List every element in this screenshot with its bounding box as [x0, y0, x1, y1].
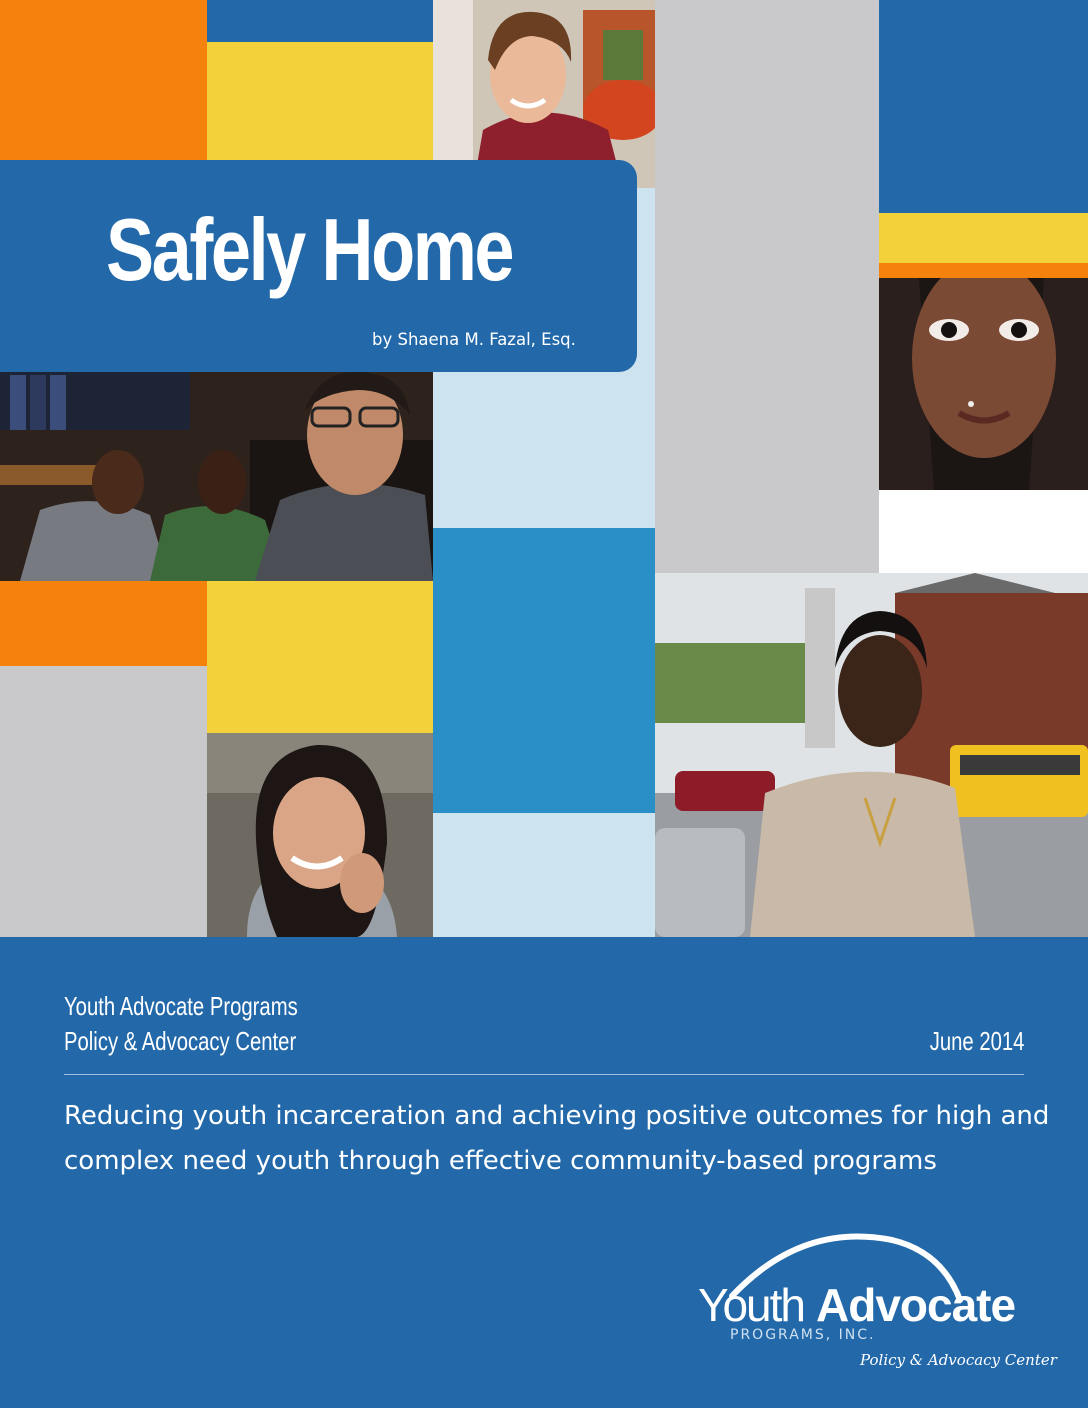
report-tagline: Reducing youth incarceration and achieving positive outcomes for high and complex need youth through effective community-based programs — [64, 1101, 1050, 1176]
photo-young-woman-braids — [879, 278, 1088, 490]
light-blue-block-bottom — [433, 813, 655, 937]
photo-young-man-street — [655, 573, 1088, 937]
mid-blue-block — [433, 528, 655, 813]
yellow-block-top — [207, 42, 433, 160]
logo-programs-text: PROGRAMS, INC. — [730, 1327, 876, 1343]
orange-stripe-right — [879, 263, 1088, 278]
gray-block-left — [0, 666, 207, 937]
yellow-stripe-right — [879, 213, 1088, 263]
youth-advocate-logo — [692, 1230, 1057, 1380]
logo-advocate-text: Advocate — [816, 1279, 1016, 1331]
yellow-block-middle — [207, 581, 433, 733]
blue-block-right — [879, 0, 1088, 213]
organization-name: Youth Advocate Programs — [64, 991, 298, 1021]
author-byline: by Shaena M. Fazal, Esq. — [372, 330, 576, 349]
organization-center: Policy & Advocacy Center — [64, 1026, 297, 1056]
blue-strip-top — [207, 0, 433, 42]
logo-tagline: Policy & Advocacy Center — [860, 1351, 1057, 1369]
logo-youth-text: Youth — [698, 1279, 804, 1331]
footer-divider — [64, 1074, 1024, 1075]
orange-block-top — [0, 0, 207, 160]
gray-column — [655, 0, 879, 573]
report-title: Safely Home — [106, 200, 513, 299]
photo-three-young-men — [0, 370, 433, 581]
white-block-right — [879, 490, 1088, 573]
photo-smiling-young-woman — [207, 733, 433, 937]
orange-block-left — [0, 581, 207, 666]
publication-date: June 2014 — [929, 1026, 1024, 1056]
